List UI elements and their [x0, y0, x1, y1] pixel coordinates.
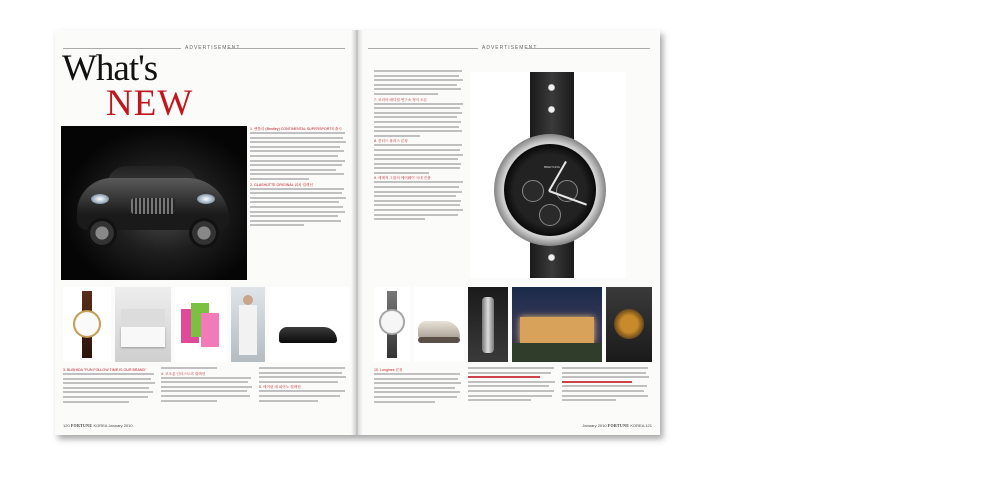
bentley-car-photo: [61, 126, 247, 280]
longines-watch-thumbnail: [374, 287, 410, 362]
strap-hole: [548, 106, 555, 113]
header-rule-left-2: [227, 48, 345, 49]
left-bottom-column-1: [63, 367, 157, 422]
car-headlight-right: [197, 194, 215, 204]
right-bottom-column-3: [562, 367, 652, 422]
caption1-body: [63, 373, 157, 403]
car-wheel-right: [189, 218, 219, 248]
car-grille: [131, 198, 175, 214]
watch-brand-logo: BREITLING: [544, 165, 560, 169]
strap-hole: [548, 84, 555, 91]
car-headlight-left: [91, 194, 109, 204]
story10-heading: 10. Longines 론칭: [374, 368, 403, 372]
breitling-watch-photo: [470, 72, 626, 278]
story1-body: [250, 132, 348, 180]
title-new: NEW: [106, 83, 194, 124]
story2-body: [250, 188, 348, 227]
left-article-column: [250, 126, 348, 281]
right-bottom-body-2: [468, 367, 558, 401]
left-page: [55, 30, 356, 435]
caption2-top: [161, 367, 255, 369]
story7-body: [374, 103, 466, 137]
left-footer-date: January 2010: [108, 423, 133, 428]
header-rule-right: [368, 48, 478, 49]
watch-thumbnail: [63, 287, 111, 362]
caption-kolon: 4. 코오롱 인더스트리 컬렉션: [161, 371, 206, 376]
advertisement-label-left: ADVERTISEMENT: [185, 45, 241, 51]
right-page: [358, 30, 660, 435]
caption3-top: [259, 367, 349, 383]
bottle-thumbnail: [468, 287, 508, 362]
shoe-thumbnail: [269, 287, 349, 362]
left-footer-brand: FORTUNE: [70, 423, 93, 428]
advertisement-label-right: ADVERTISEMENT: [482, 45, 538, 51]
right-article-column: [374, 70, 466, 282]
gauge-watch-thumbnail: [606, 287, 652, 362]
story9-body: [374, 181, 466, 220]
right-footer-brand2: KOREA: [630, 423, 645, 428]
left-footer: [63, 423, 133, 428]
spread-gutter-shadow: [351, 30, 363, 435]
right-bottom-body-3: [562, 367, 652, 401]
watch-subdial-bottom: [539, 204, 561, 226]
header-rule-right-2: [526, 48, 650, 49]
colored-folders-thumbnail: [175, 287, 227, 362]
right-page-number: 121: [645, 423, 652, 428]
right-footer-date: January 2010: [582, 423, 607, 428]
car-wheel-left: [87, 218, 117, 248]
story10-body: [374, 373, 464, 403]
left-page-number: 120: [63, 423, 70, 428]
caption-bushida: 3. BUSHIDA "FUN FOLLOW TIME IS OUR BRAND": [63, 368, 147, 372]
story8-heading: 8. 칸티드 플러스 론칭: [374, 139, 408, 144]
story2-heading: 2. GLASHÜTTE ORIGINAL 워치 컬렉션: [250, 182, 313, 187]
story1-heading: 1. 벤틀리 (Bentley) CONTINENTAL SUPERSPORTS 출시: [250, 127, 342, 131]
caption2-body: [161, 377, 255, 402]
magazine-spread: [55, 30, 660, 435]
story7-heading: 7. 코리아 메디컬 연구소 정식 오픈: [374, 97, 428, 102]
title-whats: What's: [62, 48, 158, 89]
caption3-body: [259, 390, 349, 401]
watch-subdial-left: [522, 180, 544, 202]
left-bottom-column-2: [161, 367, 255, 422]
story9-heading: 9. 세계적 그룹의 에어웨이 국내 진출: [374, 176, 431, 181]
right-bottom-column-2: [468, 367, 558, 422]
sneaker-thumbnail: [414, 287, 464, 362]
resort-thumbnail: [512, 287, 602, 362]
bedroom-thumbnail: [115, 287, 171, 362]
right-footer-brand: FORTUNE: [607, 423, 630, 428]
left-bottom-column-3: [259, 367, 349, 422]
caption-piano: 5. 에이틴 데 피아노 컬렉션: [259, 385, 301, 390]
right-bottom-column-1: [374, 367, 464, 422]
right-intro-body: [374, 70, 466, 95]
left-footer-brand2: KOREA: [93, 423, 108, 428]
person-thumbnail: [231, 287, 265, 362]
story8-body: [374, 144, 466, 174]
strap-hole: [548, 254, 555, 261]
right-footer: [582, 423, 652, 428]
